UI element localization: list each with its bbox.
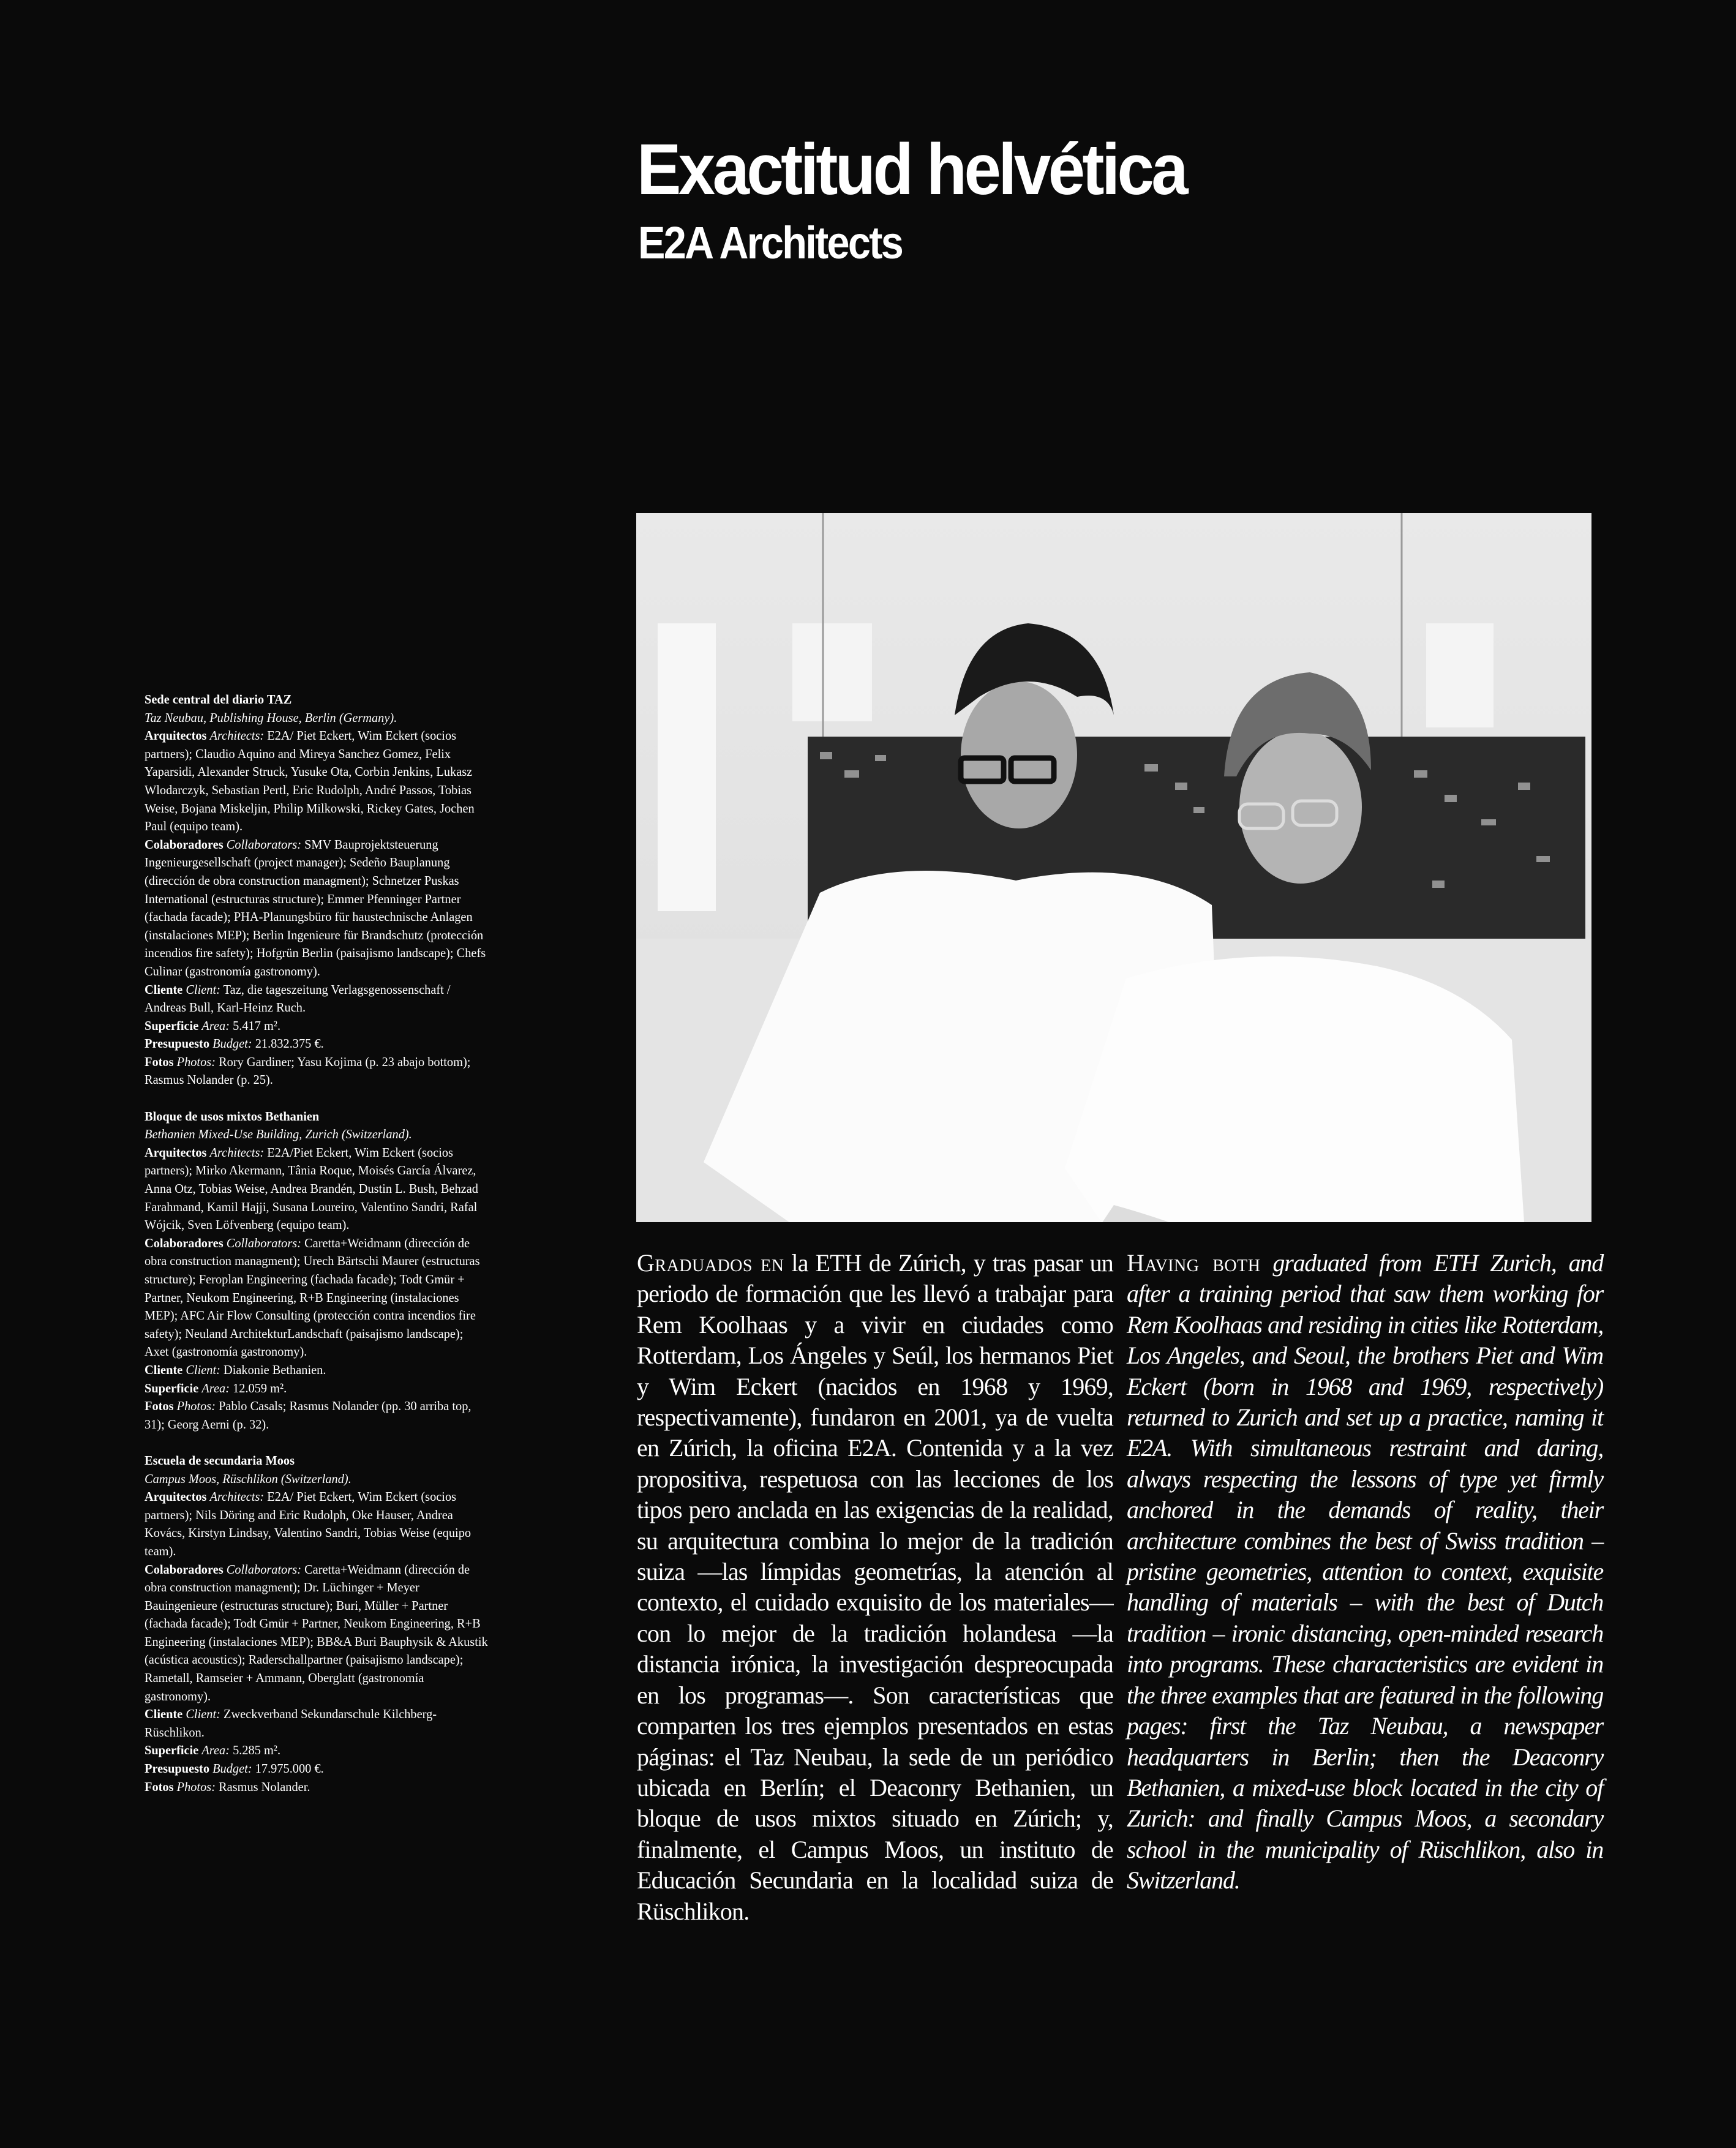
project-credit-block <box>145 1108 489 1434</box>
credit-label-en: Area: <box>201 1018 230 1033</box>
credit-label-en: Collaborators: <box>226 836 301 852</box>
credit-label-es: Arquitectos <box>145 1144 207 1160</box>
credit-label-es: Fotos <box>145 1779 174 1794</box>
credit-label-es: Fotos <box>145 1399 174 1414</box>
credit-label-es: Presupuesto <box>145 1036 210 1051</box>
credit-label-en: Area: <box>201 1380 230 1395</box>
credit-field <box>145 727 489 836</box>
credit-label-en: Photos: <box>176 1399 216 1414</box>
credit-value: E2A/ Piet Eckert, Wim Eckert (socios partners); Nils Döring and Eric Rudolph, Oke Hauser, Andrea Kovács, Kirstyn Lindsay, Valentino Sandri, Tobias Weise (equipo team). <box>145 1489 472 1558</box>
credit-value: Rasmus Nolander. <box>219 1779 310 1794</box>
credit-field <box>145 1234 489 1361</box>
credit-value: Taz, die tageszeitung Verlagsgenossenschaft / Andreas Bull, Karl-Heinz Ruch. <box>145 982 451 1015</box>
credit-value: 5.285 m². <box>233 1743 281 1758</box>
credit-field <box>145 1397 489 1433</box>
intro-text-spanish <box>637 1248 1113 1927</box>
credit-label-en: Collaborators: <box>226 1561 301 1577</box>
credit-label-es: Fotos <box>145 1054 174 1069</box>
credit-label-es: Superficie <box>145 1380 199 1395</box>
credit-label-en: Collaborators: <box>226 1235 301 1250</box>
credit-label-en: Architects: <box>209 1144 265 1160</box>
credit-label-en: Client: <box>186 1362 220 1377</box>
credit-field <box>145 981 489 1017</box>
project-subtitle: Bethanien Mixed-Use Building, Zurich (Switzerland). <box>145 1127 412 1142</box>
credit-label-es: Colaboradores <box>145 1235 224 1250</box>
credit-value: 21.832.375 €. <box>255 1036 324 1051</box>
credit-field <box>145 1361 489 1380</box>
credit-field <box>145 1760 489 1778</box>
credit-field <box>145 1741 489 1760</box>
credit-field <box>145 1488 489 1560</box>
credit-field <box>145 1778 489 1797</box>
credit-label-es: Arquitectos <box>145 1489 207 1504</box>
credit-value: Pablo Casals; Rasmus Nolander (pp. 30 arriba top, 31); Georg Aerni (p. 32). <box>145 1399 472 1432</box>
body-text-spanish: la ETH de Zúrich, y tras pasar un periodo de formación que les llevó a trabajar para Rem Koolhaas y a vivir en ciudades como Rotterdam, Los Ángeles y Seúl, los hermanos Piet y Wim Eckert (nacidos en 1968 y 1969, respectivamente), fundaron en 2001, ya de vuelta en Zúrich, la oficina E2A. Contenida y a la vez propositiva, respetuosa con las lecciones de los tipos pero anclada en las exigencias de la realidad, su arquitectura combina lo mejor de la tradición suiza —las límpidas geometrías, la atención al contexto, el cuidado exquisito de los materiales— con lo mejor de la tradición holandesa —la distancia irónica, la investigación despreocupada en los programas—. Son características que comparten los tres ejemplos presentados en estas páginas: el Taz Neubau, la sede de un periódico ubicada en Berlín; el Deaconry Bethanien, un bloque de usos mixtos situado en Zúrich; y, finalmente, el Campus Moos, un instituto de Educación Secundaria en la localidad suiza de Rüschlikon. <box>637 1249 1113 1925</box>
intro-text-english <box>1127 1248 1603 1896</box>
project-credit-block <box>145 691 489 1089</box>
credit-label-es: Colaboradores <box>145 836 224 852</box>
project-subtitle: Campus Moos, Rüschlikon (Switzerland). <box>145 1471 351 1486</box>
credit-field <box>145 1035 489 1053</box>
project-credits <box>145 691 489 1814</box>
credit-value: 12.059 m². <box>233 1380 287 1395</box>
credit-label-es: Arquitectos <box>145 728 207 743</box>
credit-label-en: Budget: <box>212 1036 252 1051</box>
credit-field <box>145 1380 489 1398</box>
credit-field <box>145 1144 489 1234</box>
article-subtitle: E2A Architects <box>638 217 903 268</box>
project-title: Bloque de usos mixtos Bethanien <box>145 1108 320 1124</box>
project-title: Sede central del diario TAZ <box>145 692 292 707</box>
lead-in-spanish: Graduados en <box>637 1249 784 1277</box>
credit-label-es: Cliente <box>145 1362 183 1377</box>
credit-label-en: Photos: <box>176 1054 216 1069</box>
credit-value: 5.417 m². <box>233 1018 281 1033</box>
project-title: Escuela de secundaria Moos <box>145 1452 295 1468</box>
credit-field <box>145 1561 489 1706</box>
credit-label-es: Cliente <box>145 1707 183 1722</box>
credit-value: Caretta+Weidmann (dirección de obra construction managment); Dr. Lüchinger + Meyer Bauingenieure (estructuras structure); Buri, Müller + Partner (fachada facade); Todt Gmür + Partner, Neukom Engineering, R+B Engineering (instalaciones MEP); BB&A Buri Bauphysik & Akustik (acústica acoustics); Raderschallpartner (paisajismo landscape); Rametall, Ramseier + Ammann, Oberglatt (gastronomía gastronomy). <box>145 1561 488 1703</box>
credit-value: Caretta+Weidmann (dirección de obra construction managment); Urech Bärtschi Maurer (estructuras structure); Feroplan Engineering (fachada facade); Todt Gmür + Partner, Neukom Engineering, R+B Engineering (instalaciones MEP); AFC Air Flow Consulting (protección contra incendios fire safety); Neuland ArchitekturLandschaft (paisajismo landscape); Axet (gastronomía gastronomy). <box>145 1235 480 1359</box>
credit-label-en: Architects: <box>209 728 265 743</box>
credit-value: E2A/Piet Eckert, Wim Eckert (socios partners); Mirko Akermann, Tânia Roque, Moisés García Álvarez, Anna Otz, Tobias Weise, Andrea Brandén, Dustin L. Bush, Behzad Farahmand, Kamil Hajji, Susana Loureiro, Valentino Sandri, Rafal Wójcik, Sven Löfvenberg (equipo team). <box>145 1144 478 1233</box>
credit-field <box>145 1017 489 1035</box>
article-title: Exactitud helvética <box>637 129 1186 210</box>
project-subtitle: Taz Neubau, Publishing House, Berlin (Germany). <box>145 710 397 725</box>
credit-value: Rory Gardiner; Yasu Kojima (p. 23 abajo bottom); Rasmus Nolander (p. 25). <box>145 1054 471 1087</box>
credit-field <box>145 1705 489 1741</box>
project-credit-block <box>145 1452 489 1796</box>
credit-value: Diakonie Bethanien. <box>223 1362 326 1377</box>
credit-label-en: Client: <box>186 982 220 997</box>
credit-label-en: Budget: <box>212 1761 252 1776</box>
credit-label-es: Superficie <box>145 1743 199 1758</box>
credit-label-en: Area: <box>201 1743 230 1758</box>
credit-label-es: Colaboradores <box>145 1561 224 1577</box>
credit-value: Zweckverband Sekundarschule Kilchberg-Rüschlikon. <box>145 1707 437 1740</box>
credit-value: SMV Bauprojektsteuerung Ingenieurgesellschaft (project manager); Sedeño Bauplanung (dirección de obra construction managment); Schnetzer Puskas International (estructuras structure); Emmer Pfenninger Partner (fachada facade); PHA-Planungsbüro für haustechnische Anlagen (instalaciones MEP); Berlin Ingenieure für Brandschutz (protección incendios fire safety); Hofgrün Berlin (paisajismo landscape); Chefs Culinar (gastronomía gastronomy). <box>145 836 486 978</box>
credit-label-en: Architects: <box>209 1489 265 1504</box>
credit-label-es: Presupuesto <box>145 1761 210 1776</box>
body-text-english: graduated from ETH Zurich, and after a training period that saw them working for Rem Koolhaas and residing in cities like Rotterdam, Los Angeles, and Seoul, the brothers Piet and Wim Eckert (born in 1968 and 1969, respectively) returned to Zurich and set up a practice, naming it E2A. With simultaneous restraint and daring, always respecting the lessons of type yet firmly anchored in the demands of reality, their architecture combines the best of Swiss tradition – pristine geometries, attention to context, exquisite handling of materials – with the best of Dutch tradition – ironic distancing, open-minded research into programs. These characteristics are evident in the three examples that are featured in the following pages: first the Taz Neubau, a newspaper headquarters in Berlin; then the Deaconry Bethanien, a mixed-use block located in the city of Zurich: and finally Campus Moos, a secondary school in the municipality of Rüschlikon, also in Switzerland. <box>1127 1249 1603 1895</box>
credit-label-en: Photos: <box>176 1779 216 1794</box>
lead-in-english: Having both <box>1127 1249 1261 1277</box>
portrait-photo-icon <box>636 513 1591 1222</box>
credit-label-es: Superficie <box>145 1018 199 1033</box>
credit-value: E2A/ Piet Eckert, Wim Eckert (socios partners); Claudio Aquino and Mireya Sanchez Gomez, Felix Yaparsidi, Alexander Struck, Yusuke Ota, Corbin Jenkins, Lukasz Wlodarczyk, Sebastian Pertl, Eric Rudolph, André Passos, Tobias Weise, Bojana Miskeljin, Philip Milkowski, Rickey Gates, Jochen Paul (equipo team). <box>145 728 475 834</box>
architects-portrait-photo <box>636 513 1591 1222</box>
credit-field <box>145 1053 489 1089</box>
credit-label-en: Client: <box>186 1707 220 1722</box>
credit-field <box>145 836 489 981</box>
credit-label-es: Cliente <box>145 982 183 997</box>
credit-value: 17.975.000 €. <box>255 1761 324 1776</box>
